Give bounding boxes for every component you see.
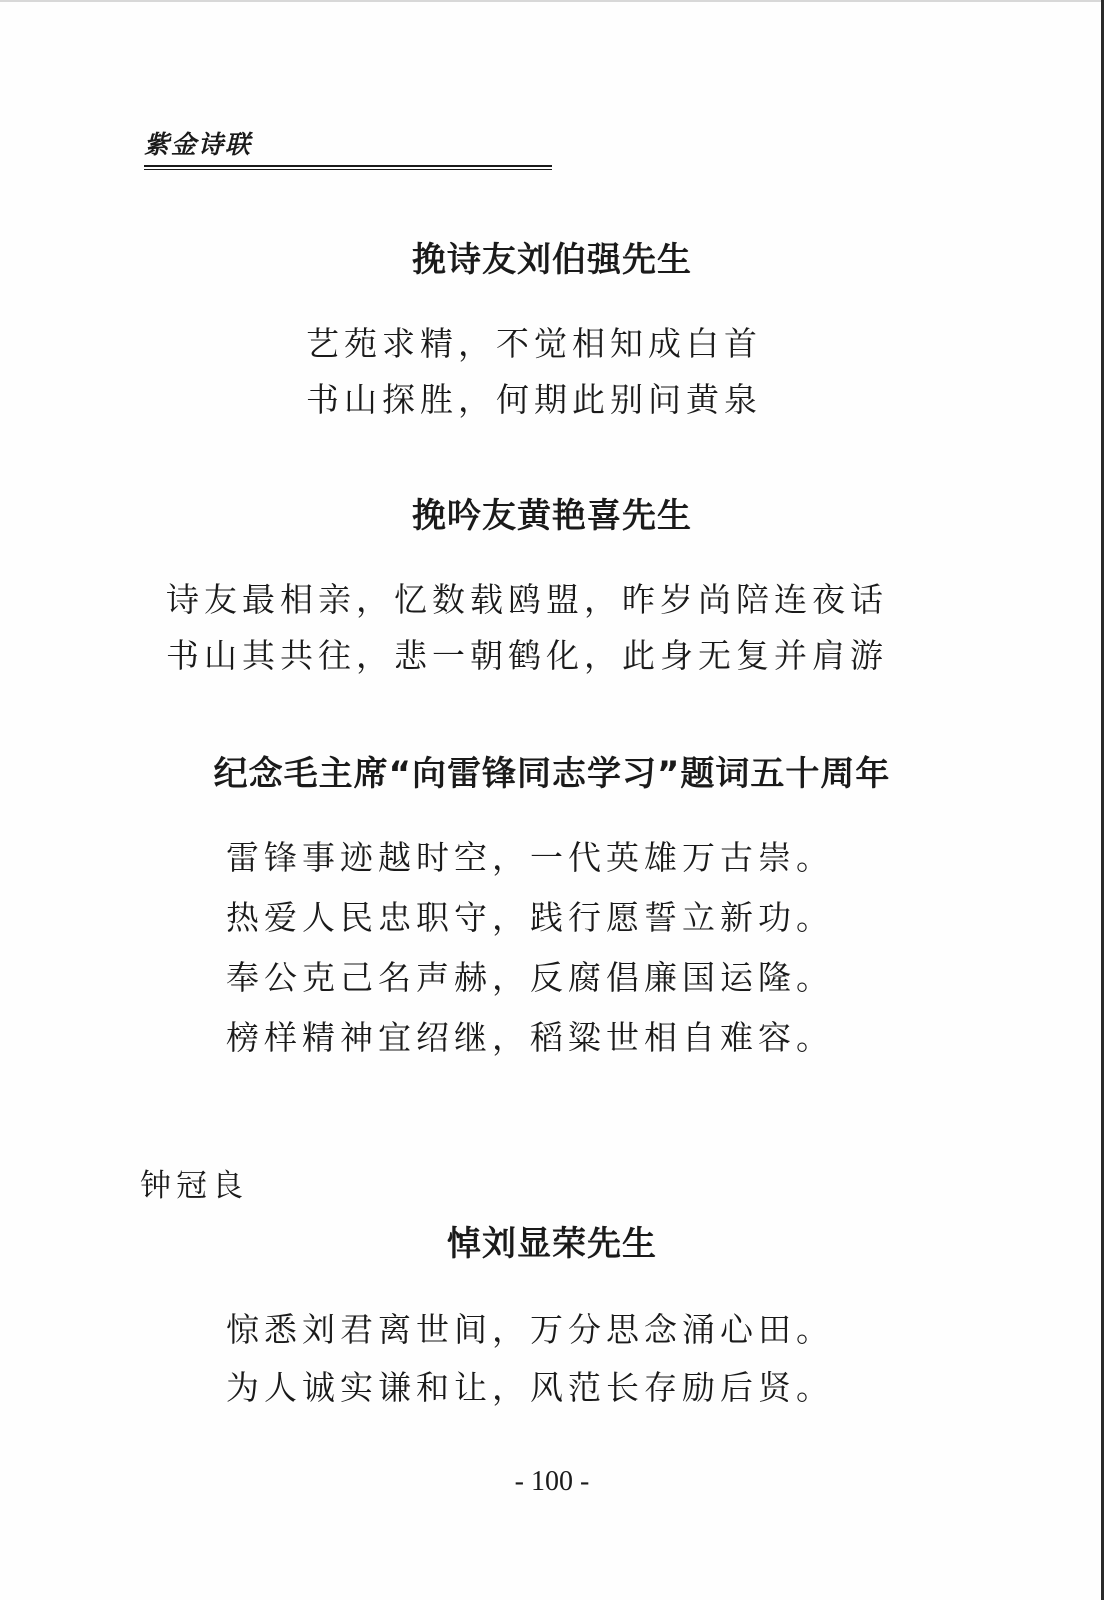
verse-line: 艺苑求精，不觉相知成白首 [306,324,762,363]
verse-line: 诗友最相亲，忆数载鸥盟，昨岁尚陪连夜话 [166,580,888,619]
verse-line: 为人诚实谦和让，风范长存励后贤。 [226,1368,834,1407]
verse-line: 热爱人民忠职守，践行愿誓立新功。 [226,898,834,937]
author-name: 钟冠良 [140,1168,248,1204]
verse-line: 雷锋事迹越时空，一代英雄万古崇。 [226,838,834,877]
header-rule [144,165,552,167]
verse-line: 书山其共往，悲一朝鹤化，此身无复并肩游 [166,636,888,675]
verse-line: 榜样精神宜绍继，稻粱世相自难容。 [226,1018,834,1057]
verse-line: 奉公克己名声赫，反腐倡廉国运隆。 [226,958,834,997]
header-title: 紫金诗联 [144,130,253,159]
poem-title-3: 纪念毛主席“向雷锋同志学习”题词五十周年 [213,754,891,794]
verse-line: 书山探胜，何期此别问黄泉 [306,380,762,419]
poem-title-4: 悼刘显荣先生 [447,1224,657,1264]
verse-line: 惊悉刘君离世间，万分思念涌心田。 [226,1310,834,1349]
scan-edge-top [0,0,1104,2]
running-header [144,128,552,170]
poem-title-1: 挽诗友刘伯强先生 [412,240,692,280]
header-rule-thin [144,169,552,170]
page-number: - 100 - [514,1466,590,1497]
poem-title-2: 挽吟友黄艳喜先生 [412,496,692,536]
